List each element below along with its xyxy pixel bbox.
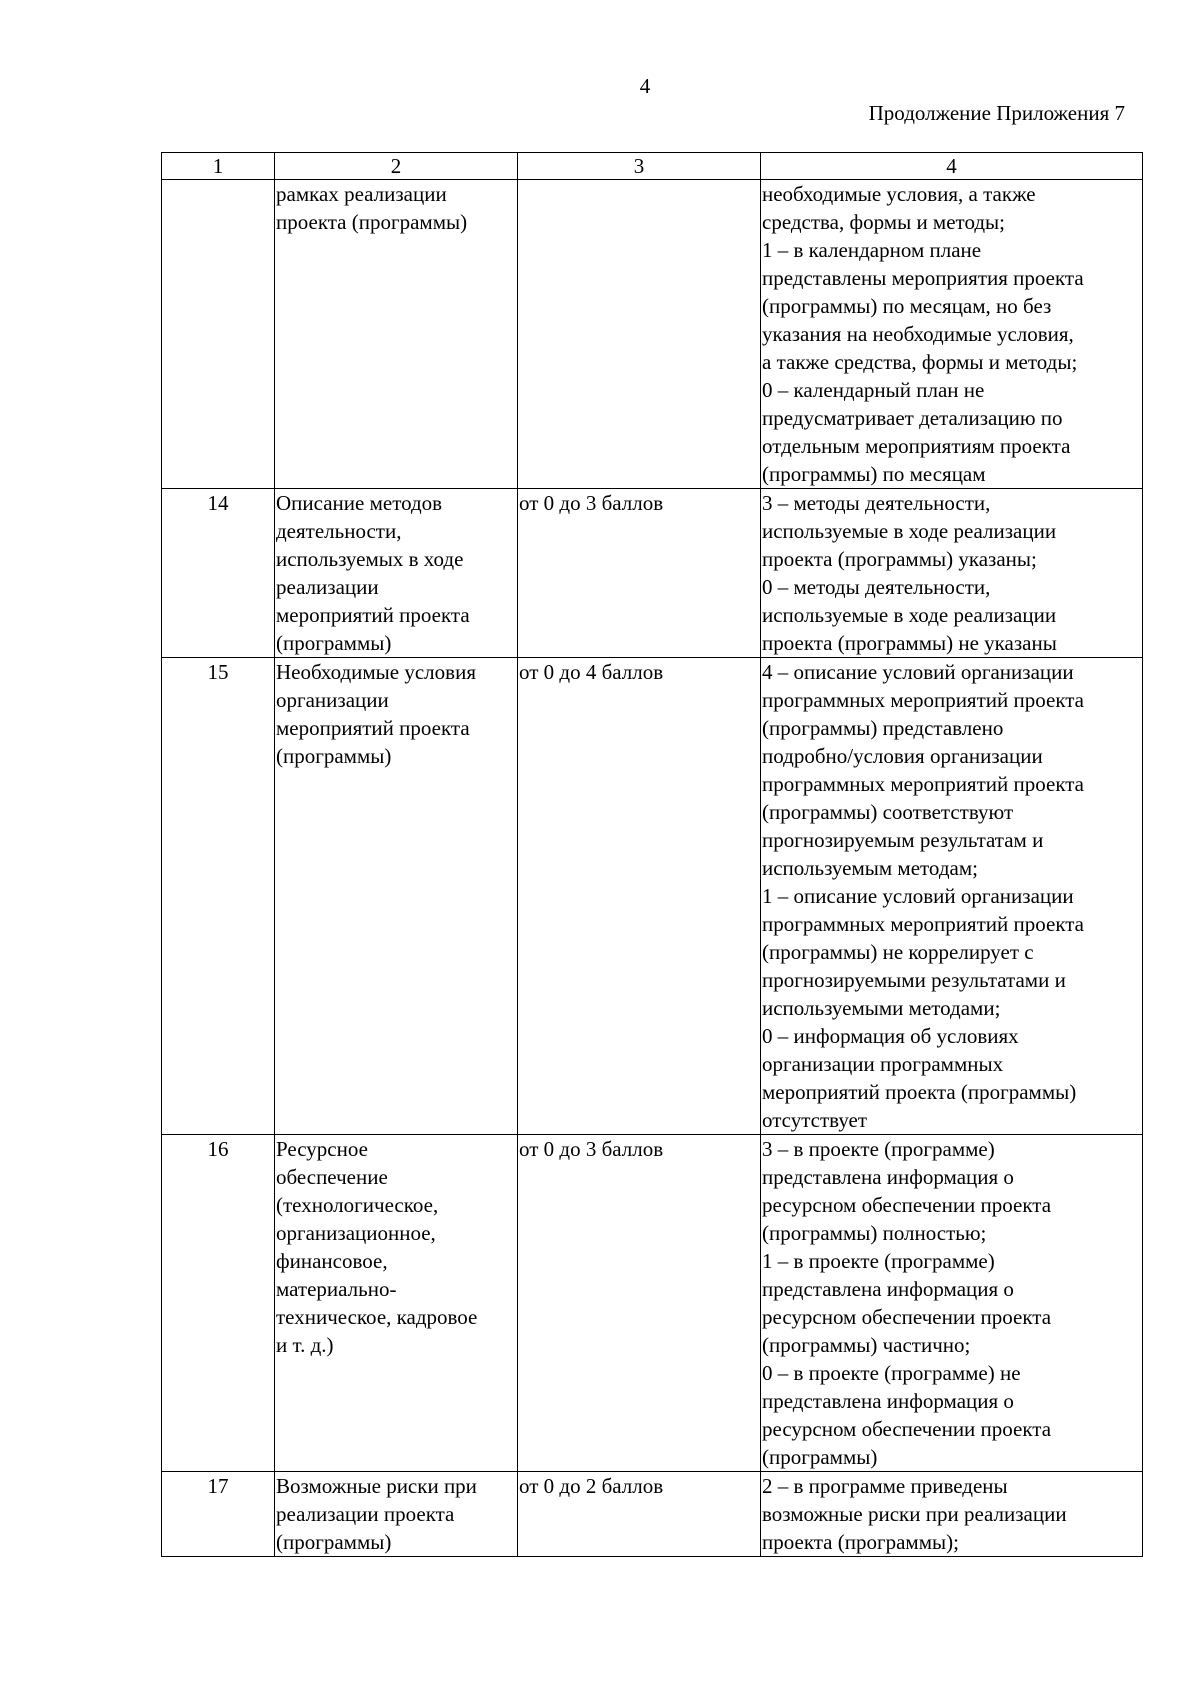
row-number [162, 180, 275, 489]
description-cell: 3 – методы деятельности, используемые в ходе реализации проекта (программы) указаны; 0 – методы деятельности, используемые в ходе реализации проекта (программы) не указаны [761, 489, 1143, 658]
criterion-cell: Возможные риски при реализации проекта (программы) [275, 1472, 518, 1557]
criteria-table [161, 152, 1143, 1557]
score-cell: от 0 до 2 баллов [518, 1472, 761, 1557]
score-cell [518, 180, 761, 489]
row-number: 16 [162, 1135, 275, 1472]
score-cell: от 0 до 3 баллов [518, 1135, 761, 1472]
page-number: 4 [639, 74, 651, 98]
column-header-1: 1 [162, 153, 275, 180]
description-cell: 2 – в программе приведены возможные риски при реализации проекта (программы); [761, 1472, 1143, 1557]
column-header-3: 3 [518, 153, 761, 180]
row-number: 14 [162, 489, 275, 658]
score-cell: от 0 до 4 баллов [518, 658, 761, 1135]
row-number: 15 [162, 658, 275, 1135]
criterion-cell: Описание методов деятельности, используемых в ходе реализации мероприятий проекта (программы) [275, 489, 518, 658]
score-cell: от 0 до 3 баллов [518, 489, 761, 658]
table-header-row [162, 153, 1143, 180]
table-row [162, 489, 1143, 658]
criterion-cell: Ресурсное обеспечение (технологическое, организационное, финансовое, материально- техническое, кадровое и т. д.) [275, 1135, 518, 1472]
table-row [162, 658, 1143, 1135]
criterion-cell: Необходимые условия организации мероприятий проекта (программы) [275, 658, 518, 1135]
running-title: Продолжение Приложения 7 [868, 101, 1125, 125]
table-row [162, 1472, 1143, 1557]
column-header-2: 2 [275, 153, 518, 180]
criterion-cell: рамках реализации проекта (программы) [275, 180, 518, 489]
column-header-4: 4 [761, 153, 1143, 180]
description-cell: необходимые условия, а также средства, формы и методы; 1 – в календарном плане представлены мероприятия проекта (программы) по месяцам, но без указания на необходимые условия, а также средства, формы и методы; 0 – календарный план не предусматривает детализацию по отдельным мероприятиям проекта (программы) по месяцам [761, 180, 1143, 489]
table-row [162, 1135, 1143, 1472]
description-cell: 3 – в проекте (программе) представлена информация о ресурсном обеспечении проекта (программы) полностью; 1 – в проекте (программе) представлена информация о ресурсном обеспечении проекта (программы) частично; 0 – в проекте (программе) не представлена информация о ресурсном обеспечении проекта (программы) [761, 1135, 1143, 1472]
row-number: 17 [162, 1472, 275, 1557]
description-cell: 4 – описание условий организации программных мероприятий проекта (программы) представлено подробно/условия организации программных мероприятий проекта (программы) соответствуют прогнозируемым результатам и используемым методам; 1 – описание условий организации программных мероприятий проекта (программы) не коррелирует с прогнозируемыми результатами и используемыми методами; 0 – информация об условиях организации программных мероприятий проекта (программы) отсутствует [761, 658, 1143, 1135]
table-row [162, 180, 1143, 489]
